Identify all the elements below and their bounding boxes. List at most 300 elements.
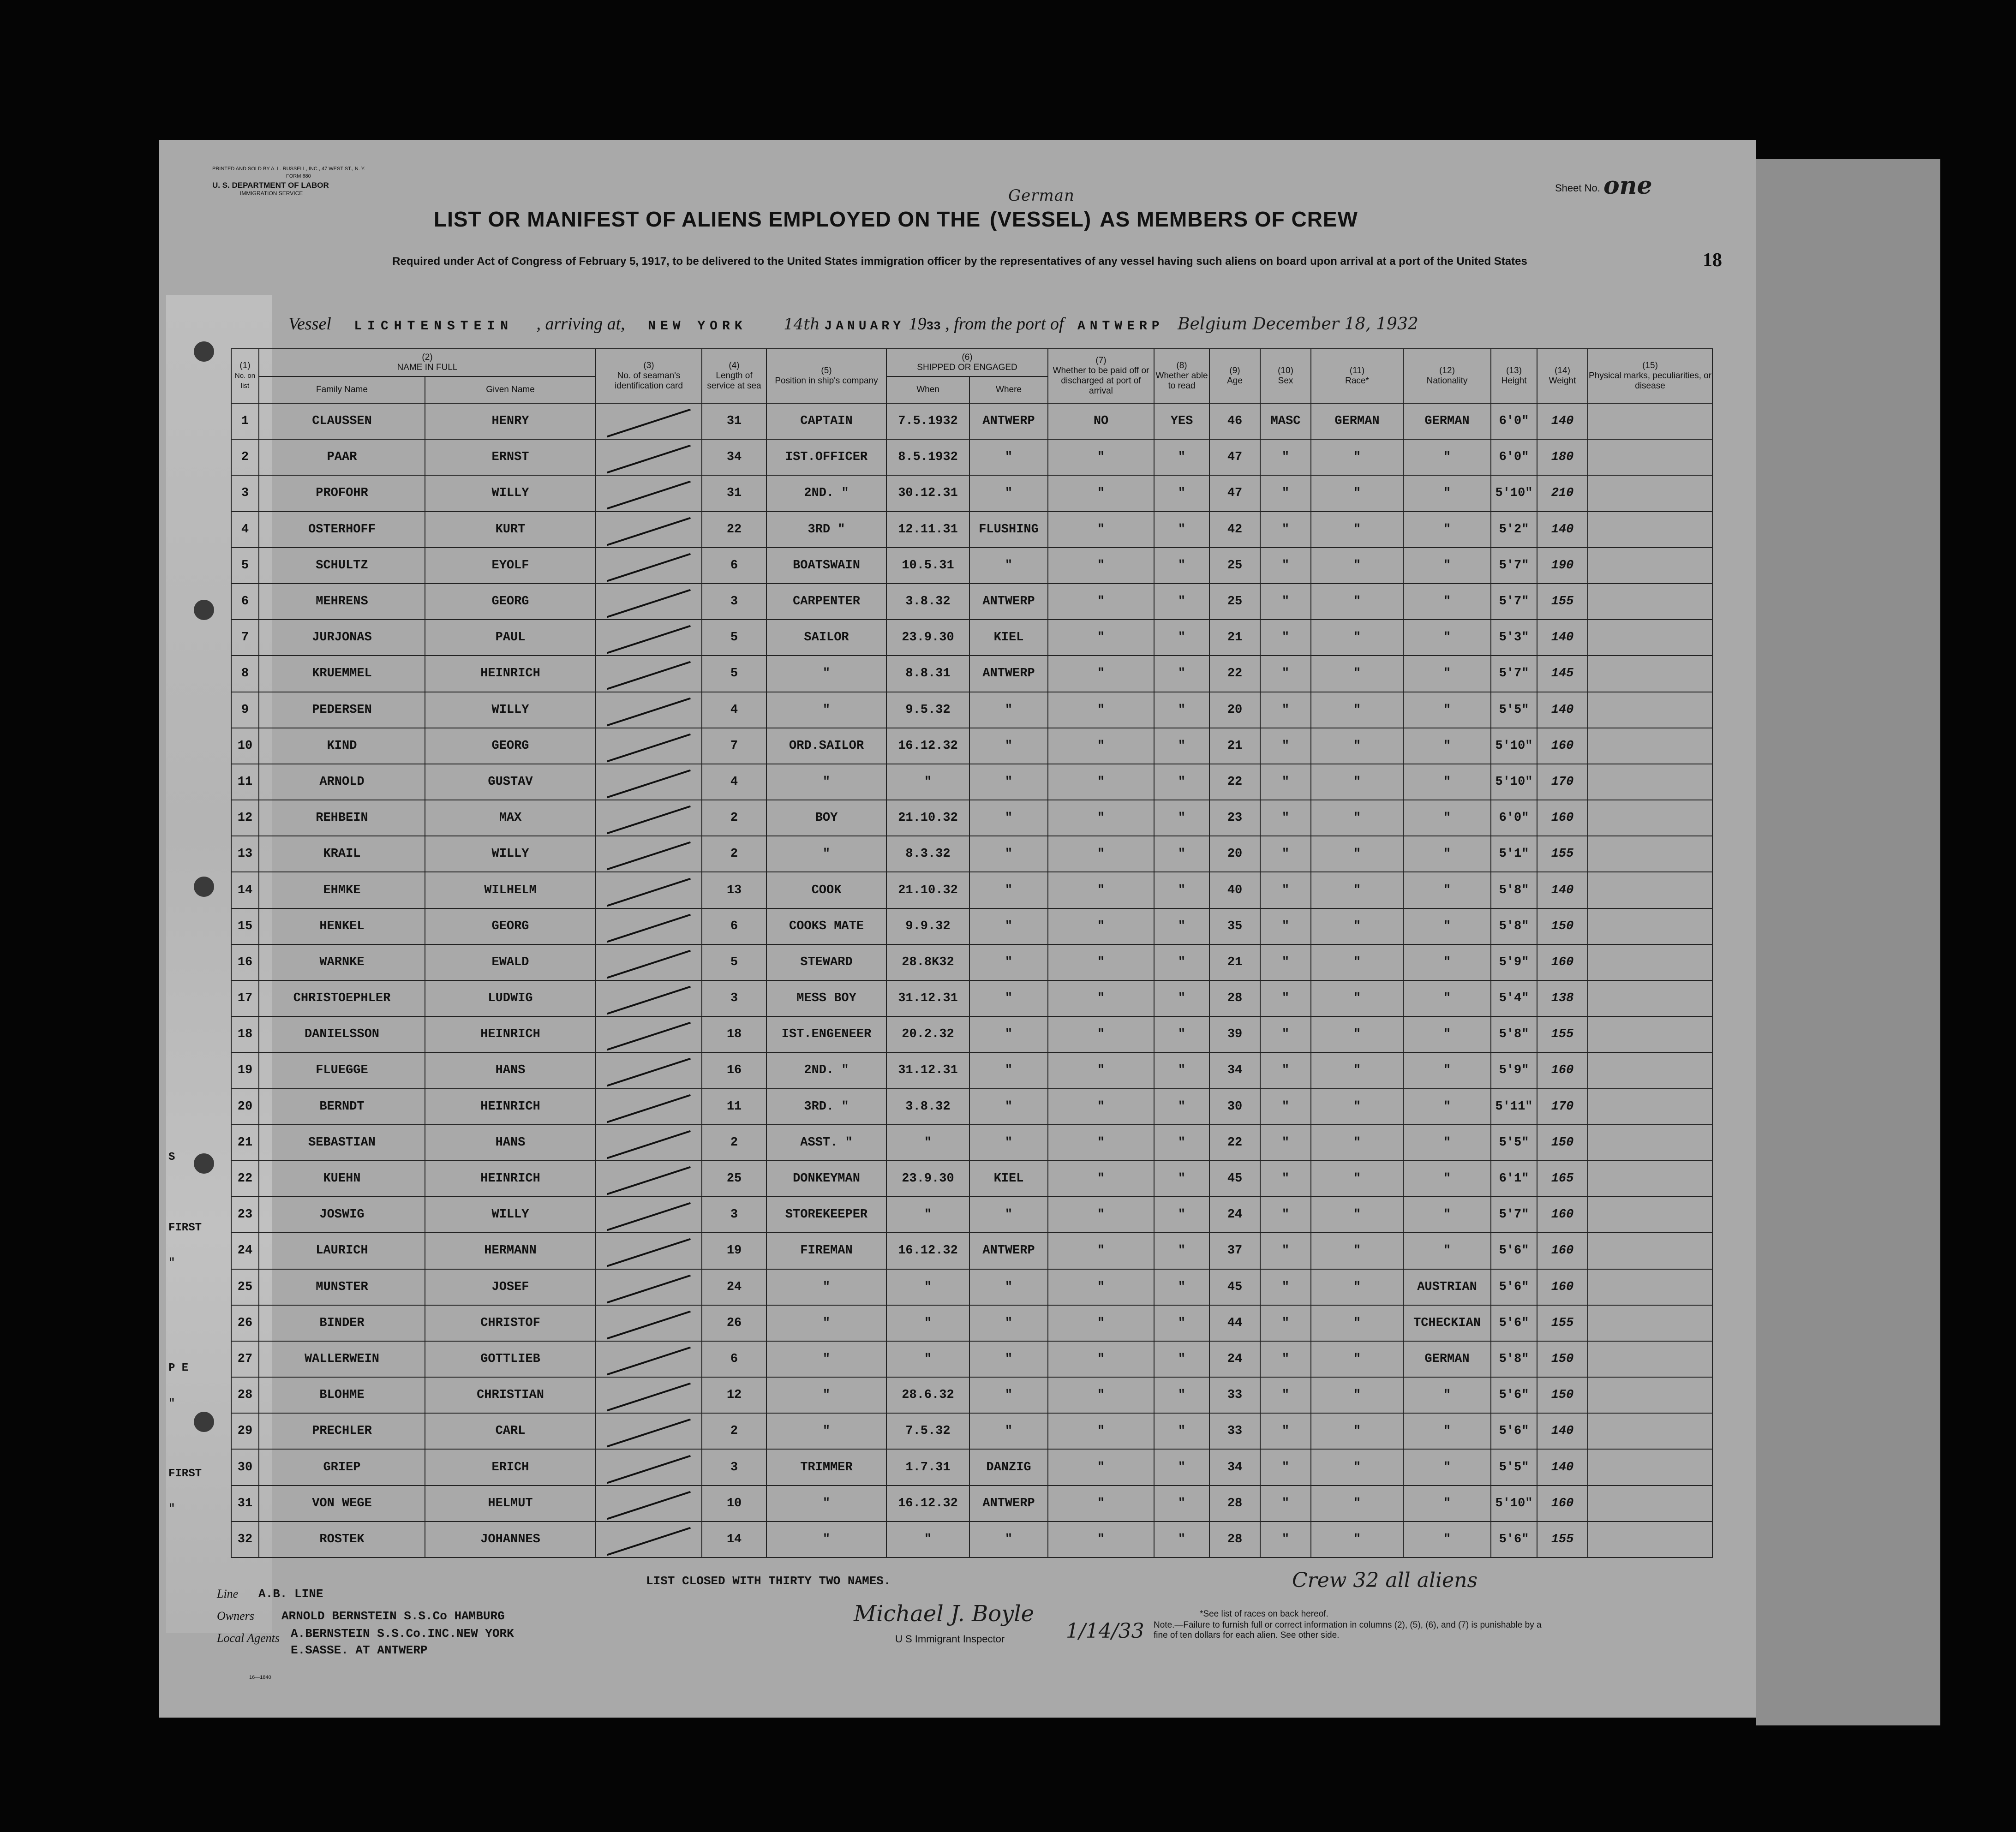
table-row xyxy=(231,1233,1712,1269)
row-position: " xyxy=(766,1305,886,1341)
table-row xyxy=(231,656,1712,692)
row-service-length: 6 xyxy=(702,1341,766,1377)
sheet-label: Sheet No. xyxy=(1555,182,1600,194)
row-shipped-where: " xyxy=(969,1413,1048,1449)
row-nationality: " xyxy=(1403,439,1491,475)
row-paid-off: " xyxy=(1048,620,1154,656)
row-family-name: BINDER xyxy=(259,1305,425,1341)
row-service-length: 2 xyxy=(702,1125,766,1161)
row-age: 21 xyxy=(1209,728,1260,764)
col-age-header: (9) Age xyxy=(1209,349,1260,403)
row-family-name: PRECHLER xyxy=(259,1413,425,1449)
row-height: 5'5" xyxy=(1491,1449,1537,1485)
row-paid-off: " xyxy=(1048,944,1154,980)
row-age: 24 xyxy=(1209,1197,1260,1233)
row-height: 5'7" xyxy=(1491,584,1537,620)
row-weight: 140 xyxy=(1537,1449,1588,1485)
row-service-length: 24 xyxy=(702,1269,766,1305)
line-value: A.B. LINE xyxy=(258,1587,323,1601)
row-race: " xyxy=(1311,872,1403,908)
row-shipped-when: " xyxy=(886,1269,969,1305)
row-number: 16 xyxy=(231,944,259,980)
row-sex: " xyxy=(1260,439,1311,475)
row-family-name: SCHULTZ xyxy=(259,548,425,584)
year-suffix: 33 xyxy=(926,319,941,333)
row-service-length: 16 xyxy=(702,1052,766,1088)
row-shipped-when: 12.11.31 xyxy=(886,512,969,548)
row-shipped-where: " xyxy=(969,475,1048,511)
row-idcard-mark xyxy=(596,1341,702,1377)
row-race: " xyxy=(1311,1052,1403,1088)
row-position: CARPENTER xyxy=(766,584,886,620)
row-paid-off: " xyxy=(1048,908,1154,944)
row-service-length: 34 xyxy=(702,439,766,475)
row-race: " xyxy=(1311,1377,1403,1413)
row-paid-off: " xyxy=(1048,1449,1154,1485)
row-race: " xyxy=(1311,692,1403,728)
row-family-name: JOSWIG xyxy=(259,1197,425,1233)
row-height: 5'7" xyxy=(1491,548,1537,584)
row-family-name: SEBASTIAN xyxy=(259,1125,425,1161)
row-nationality: " xyxy=(1403,656,1491,692)
row-shipped-where: FLUSHING xyxy=(969,512,1048,548)
row-family-name: WARNKE xyxy=(259,944,425,980)
row-able-to-read: " xyxy=(1154,1233,1209,1269)
row-shipped-when: 8.5.1932 xyxy=(886,439,969,475)
row-weight: 160 xyxy=(1537,1233,1588,1269)
row-given-name: CHRISTOF xyxy=(425,1305,596,1341)
row-idcard-mark xyxy=(596,944,702,980)
row-race: " xyxy=(1311,944,1403,980)
row-height: 5'3" xyxy=(1491,620,1537,656)
pen-stroke xyxy=(607,625,691,654)
row-age: 40 xyxy=(1209,872,1260,908)
pen-stroke xyxy=(607,841,691,871)
row-nationality: " xyxy=(1403,620,1491,656)
row-paid-off: " xyxy=(1048,836,1154,872)
vessel-line xyxy=(288,314,1418,334)
row-service-length: 3 xyxy=(702,1449,766,1485)
row-given-name: HERMANN xyxy=(425,1233,596,1269)
row-paid-off: " xyxy=(1048,439,1154,475)
from-label: , from the port of xyxy=(945,314,1064,334)
row-nationality: TCHECKIAN xyxy=(1403,1305,1491,1341)
row-family-name: BERNDT xyxy=(259,1089,425,1125)
row-idcard-mark xyxy=(596,439,702,475)
row-weight: 155 xyxy=(1537,836,1588,872)
row-service-length: 3 xyxy=(702,980,766,1016)
row-age: 21 xyxy=(1209,620,1260,656)
row-sex: " xyxy=(1260,656,1311,692)
row-sex: " xyxy=(1260,512,1311,548)
owners-label: Owners xyxy=(217,1609,254,1623)
pen-stroke xyxy=(607,1202,691,1231)
row-sex: " xyxy=(1260,872,1311,908)
row-physical-marks xyxy=(1588,439,1712,475)
row-position: TRIMMER xyxy=(766,1449,886,1485)
row-physical-marks xyxy=(1588,980,1712,1016)
service-name: IMMIGRATION SERVICE xyxy=(240,190,303,197)
row-nationality: " xyxy=(1403,944,1491,980)
title-prefix: LIST OR MANIFEST OF ALIENS EMPLOYED ON THE xyxy=(434,207,981,231)
col-height-header: (13) Height xyxy=(1491,349,1537,403)
row-age: 33 xyxy=(1209,1413,1260,1449)
row-position: " xyxy=(766,1341,886,1377)
row-weight: 140 xyxy=(1537,692,1588,728)
departure-note: Belgium December 18, 1932 xyxy=(1178,315,1418,334)
row-paid-off: " xyxy=(1048,1413,1154,1449)
row-weight: 170 xyxy=(1537,1089,1588,1125)
row-shipped-where: " xyxy=(969,548,1048,584)
row-shipped-when: 21.10.32 xyxy=(886,872,969,908)
row-weight: 190 xyxy=(1537,548,1588,584)
row-race: " xyxy=(1311,836,1403,872)
row-weight: 140 xyxy=(1537,1413,1588,1449)
row-age: 21 xyxy=(1209,944,1260,980)
row-shipped-when: 8.8.31 xyxy=(886,656,969,692)
row-idcard-mark xyxy=(596,1449,702,1485)
row-idcard-mark xyxy=(596,1161,702,1197)
row-idcard-mark xyxy=(596,980,702,1016)
table-row xyxy=(231,1377,1712,1413)
row-age: 47 xyxy=(1209,439,1260,475)
row-height: 5'11" xyxy=(1491,1089,1537,1125)
row-nationality: " xyxy=(1403,1413,1491,1449)
row-service-length: 2 xyxy=(702,836,766,872)
row-height: 6'0" xyxy=(1491,403,1537,439)
row-paid-off: NO xyxy=(1048,403,1154,439)
row-sex: " xyxy=(1260,1269,1311,1305)
row-physical-marks xyxy=(1588,1016,1712,1052)
row-physical-marks xyxy=(1588,1522,1712,1557)
margin-mark: " xyxy=(168,1397,175,1410)
row-nationality: " xyxy=(1403,548,1491,584)
row-weight: 160 xyxy=(1537,1052,1588,1088)
row-family-name: PAAR xyxy=(259,439,425,475)
row-sex: " xyxy=(1260,1377,1311,1413)
row-weight: 155 xyxy=(1537,1522,1588,1557)
row-race: " xyxy=(1311,1449,1403,1485)
row-shipped-when: " xyxy=(886,764,969,800)
row-given-name: HANS xyxy=(425,1125,596,1161)
pen-stroke xyxy=(607,734,691,763)
row-shipped-where: " xyxy=(969,836,1048,872)
row-given-name: WILLY xyxy=(425,836,596,872)
row-given-name: JOSEF xyxy=(425,1269,596,1305)
row-sex: " xyxy=(1260,692,1311,728)
row-shipped-where: " xyxy=(969,1522,1048,1557)
year-prefix: 19 xyxy=(909,314,927,334)
row-shipped-where: " xyxy=(969,1305,1048,1341)
row-nationality: " xyxy=(1403,1522,1491,1557)
row-paid-off: " xyxy=(1048,584,1154,620)
row-age: 35 xyxy=(1209,908,1260,944)
row-nationality: " xyxy=(1403,980,1491,1016)
row-race: " xyxy=(1311,980,1403,1016)
row-sex: " xyxy=(1260,1161,1311,1197)
row-shipped-when: 1.7.31 xyxy=(886,1449,969,1485)
row-weight: 150 xyxy=(1537,1125,1588,1161)
row-number: 19 xyxy=(231,1052,259,1088)
row-nationality: " xyxy=(1403,512,1491,548)
pen-stroke xyxy=(607,913,691,943)
row-idcard-mark xyxy=(596,1089,702,1125)
row-race: " xyxy=(1311,1089,1403,1125)
row-position: ORD.SAILOR xyxy=(766,728,886,764)
row-shipped-where: KIEL xyxy=(969,1161,1048,1197)
col-race-header: (11) Race* xyxy=(1311,349,1403,403)
row-service-length: 12 xyxy=(702,1377,766,1413)
row-height: 5'10" xyxy=(1491,764,1537,800)
row-service-length: 11 xyxy=(702,1089,766,1125)
row-height: 5'8" xyxy=(1491,1016,1537,1052)
penalty-note: Note.—Failure to furnish full or correct information in columns (2), (5), (6), and (7) is punishable by a fine of ten dollars for each alien. See other side. xyxy=(1154,1620,1542,1640)
row-paid-off: " xyxy=(1048,800,1154,836)
row-able-to-read: " xyxy=(1154,1161,1209,1197)
row-paid-off: " xyxy=(1048,548,1154,584)
row-family-name: CLAUSSEN xyxy=(259,403,425,439)
row-nationality: " xyxy=(1403,872,1491,908)
row-given-name: WILLY xyxy=(425,1197,596,1233)
row-paid-off: " xyxy=(1048,728,1154,764)
row-nationality: " xyxy=(1403,1377,1491,1413)
row-able-to-read: " xyxy=(1154,908,1209,944)
row-shipped-when: 23.9.30 xyxy=(886,1161,969,1197)
row-race: " xyxy=(1311,1522,1403,1557)
row-sex: " xyxy=(1260,584,1311,620)
row-height: 5'8" xyxy=(1491,872,1537,908)
row-shipped-when: 16.12.32 xyxy=(886,728,969,764)
row-sex: " xyxy=(1260,548,1311,584)
row-weight: 160 xyxy=(1537,1197,1588,1233)
margin-mark: S xyxy=(168,1151,175,1164)
row-position: DONKEYMAN xyxy=(766,1161,886,1197)
row-paid-off: " xyxy=(1048,1269,1154,1305)
row-able-to-read: " xyxy=(1154,692,1209,728)
row-sex: " xyxy=(1260,1016,1311,1052)
agents-label: Local Agents xyxy=(217,1631,280,1645)
row-height: 5'5" xyxy=(1491,692,1537,728)
row-position: " xyxy=(766,1413,886,1449)
row-able-to-read: " xyxy=(1154,1125,1209,1161)
row-idcard-mark xyxy=(596,475,702,511)
row-age: 33 xyxy=(1209,1377,1260,1413)
row-given-name: ERNST xyxy=(425,439,596,475)
row-number: 18 xyxy=(231,1016,259,1052)
row-sex: " xyxy=(1260,1233,1311,1269)
table-row xyxy=(231,692,1712,728)
row-shipped-when: 30.12.31 xyxy=(886,475,969,511)
row-age: 34 xyxy=(1209,1449,1260,1485)
title-suffix: AS MEMBERS OF CREW xyxy=(1100,207,1358,231)
row-age: 28 xyxy=(1209,980,1260,1016)
row-sex: " xyxy=(1260,1341,1311,1377)
row-nationality: AUSTRIAN xyxy=(1403,1269,1491,1305)
pen-stroke xyxy=(607,877,691,907)
nationality-insert: German xyxy=(1008,186,1075,205)
row-position: MESS BOY xyxy=(766,980,886,1016)
inspector-title: U S Immigrant Inspector xyxy=(895,1633,1005,1645)
row-family-name: HENKEL xyxy=(259,908,425,944)
row-age: 45 xyxy=(1209,1269,1260,1305)
race-note: *See list of races on back hereof. xyxy=(1200,1609,1328,1619)
row-nationality: " xyxy=(1403,800,1491,836)
row-given-name: HANS xyxy=(425,1052,596,1088)
crew-table xyxy=(231,348,1712,1566)
row-nationality: " xyxy=(1403,1125,1491,1161)
row-family-name: BLOHME xyxy=(259,1377,425,1413)
row-paid-off: " xyxy=(1048,1341,1154,1377)
row-height: 5'7" xyxy=(1491,1197,1537,1233)
row-able-to-read: " xyxy=(1154,872,1209,908)
row-paid-off: " xyxy=(1048,1052,1154,1088)
row-family-name: MEHRENS xyxy=(259,584,425,620)
row-physical-marks xyxy=(1588,512,1712,548)
row-family-name: MUNSTER xyxy=(259,1269,425,1305)
row-number: 3 xyxy=(231,475,259,511)
row-number: 9 xyxy=(231,692,259,728)
row-idcard-mark xyxy=(596,620,702,656)
row-service-length: 6 xyxy=(702,548,766,584)
pen-stroke xyxy=(607,1166,691,1195)
col-service-header: (4) Length of service at sea xyxy=(702,349,766,403)
row-physical-marks xyxy=(1588,1233,1712,1269)
row-able-to-read: " xyxy=(1154,439,1209,475)
row-number: 23 xyxy=(231,1197,259,1233)
col-position-header: (5) Position in ship's company xyxy=(766,349,886,403)
row-paid-off: " xyxy=(1048,1197,1154,1233)
row-family-name: EHMKE xyxy=(259,872,425,908)
row-physical-marks xyxy=(1588,656,1712,692)
list-closed-note: LIST CLOSED WITH THIRTY TWO NAMES. xyxy=(646,1574,891,1588)
row-weight: 160 xyxy=(1537,944,1588,980)
pen-stroke xyxy=(607,1274,691,1303)
row-sex: " xyxy=(1260,764,1311,800)
row-service-length: 22 xyxy=(702,512,766,548)
row-paid-off: " xyxy=(1048,1522,1154,1557)
pen-stroke xyxy=(607,409,691,438)
row-able-to-read: " xyxy=(1154,1016,1209,1052)
row-number: 8 xyxy=(231,656,259,692)
pen-stroke xyxy=(607,950,691,979)
row-height: 6'0" xyxy=(1491,800,1537,836)
row-weight: 165 xyxy=(1537,1161,1588,1197)
row-able-to-read: " xyxy=(1154,475,1209,511)
row-shipped-when: " xyxy=(886,1125,969,1161)
row-number: 29 xyxy=(231,1413,259,1449)
row-family-name: PEDERSEN xyxy=(259,692,425,728)
row-sex: " xyxy=(1260,908,1311,944)
row-nationality: " xyxy=(1403,764,1491,800)
pen-stroke xyxy=(607,1238,691,1267)
pen-stroke xyxy=(607,1347,691,1376)
row-able-to-read: " xyxy=(1154,980,1209,1016)
table-row xyxy=(231,1449,1712,1485)
row-able-to-read: " xyxy=(1154,1341,1209,1377)
row-race: " xyxy=(1311,656,1403,692)
row-position: " xyxy=(766,1522,886,1557)
row-shipped-when: 28.8K32 xyxy=(886,944,969,980)
row-nationality: " xyxy=(1403,1197,1491,1233)
row-age: 25 xyxy=(1209,584,1260,620)
row-given-name: HEINRICH xyxy=(425,1016,596,1052)
row-sex: " xyxy=(1260,1052,1311,1088)
row-given-name: MAX xyxy=(425,800,596,836)
row-weight: 180 xyxy=(1537,439,1588,475)
row-sex: " xyxy=(1260,836,1311,872)
row-position: BOATSWAIN xyxy=(766,548,886,584)
row-shipped-where: " xyxy=(969,1197,1048,1233)
pen-stroke xyxy=(607,1058,691,1087)
row-position: STOREKEEPER xyxy=(766,1197,886,1233)
table-row xyxy=(231,1016,1712,1052)
row-shipped-when: 31.12.31 xyxy=(886,1052,969,1088)
row-idcard-mark xyxy=(596,403,702,439)
printer-credit: PRINTED AND SOLD BY A. L. RUSSELL, INC., 47 WEST ST., N. Y. xyxy=(212,166,365,172)
row-sex: " xyxy=(1260,980,1311,1016)
row-shipped-where: " xyxy=(969,1341,1048,1377)
table-row xyxy=(231,1197,1712,1233)
row-height: 5'8" xyxy=(1491,1341,1537,1377)
pen-stroke xyxy=(607,1383,691,1412)
row-nationality: " xyxy=(1403,1486,1491,1522)
row-race: " xyxy=(1311,764,1403,800)
row-weight: 140 xyxy=(1537,512,1588,548)
row-shipped-where: KIEL xyxy=(969,620,1048,656)
row-paid-off: " xyxy=(1048,1089,1154,1125)
row-shipped-where: " xyxy=(969,1125,1048,1161)
row-given-name: EYOLF xyxy=(425,548,596,584)
row-age: 28 xyxy=(1209,1486,1260,1522)
row-physical-marks xyxy=(1588,944,1712,980)
row-paid-off: " xyxy=(1048,1377,1154,1413)
row-race: " xyxy=(1311,1233,1403,1269)
row-physical-marks xyxy=(1588,1197,1712,1233)
row-race: " xyxy=(1311,800,1403,836)
row-position: STEWARD xyxy=(766,944,886,980)
col-marks-header: (15) Physical marks, peculiarities, or disease xyxy=(1588,349,1712,403)
row-able-to-read: YES xyxy=(1154,403,1209,439)
row-able-to-read: " xyxy=(1154,1197,1209,1233)
row-sex: " xyxy=(1260,1449,1311,1485)
row-family-name: DANIELSSON xyxy=(259,1016,425,1052)
row-service-length: 2 xyxy=(702,1413,766,1449)
row-able-to-read: " xyxy=(1154,944,1209,980)
row-sex: " xyxy=(1260,1413,1311,1449)
row-able-to-read: " xyxy=(1154,1413,1209,1449)
row-shipped-where: " xyxy=(969,1377,1048,1413)
row-physical-marks xyxy=(1588,548,1712,584)
legal-requirement: Required under Act of Congress of February 5, 1917, to be delivered to the United States immigration officer by the representatives of any vessel having such aliens on board upon arrival at a port of the United States xyxy=(392,255,1527,268)
row-position: IST.ENGENEER xyxy=(766,1016,886,1052)
row-sex: " xyxy=(1260,1197,1311,1233)
col-no-header: (1) No. on list xyxy=(231,349,259,403)
row-race: " xyxy=(1311,1016,1403,1052)
row-able-to-read: " xyxy=(1154,1089,1209,1125)
row-able-to-read: " xyxy=(1154,1305,1209,1341)
row-position: 2ND. " xyxy=(766,475,886,511)
page-number: 18 xyxy=(1703,250,1722,271)
row-race: " xyxy=(1311,1269,1403,1305)
arrival-month: JANUARY xyxy=(824,319,905,334)
row-age: 22 xyxy=(1209,1125,1260,1161)
row-idcard-mark xyxy=(596,584,702,620)
row-shipped-when: 10.5.31 xyxy=(886,548,969,584)
row-number: 27 xyxy=(231,1341,259,1377)
row-position: COOK xyxy=(766,872,886,908)
row-sex: " xyxy=(1260,728,1311,764)
row-family-name: REHBEIN xyxy=(259,800,425,836)
